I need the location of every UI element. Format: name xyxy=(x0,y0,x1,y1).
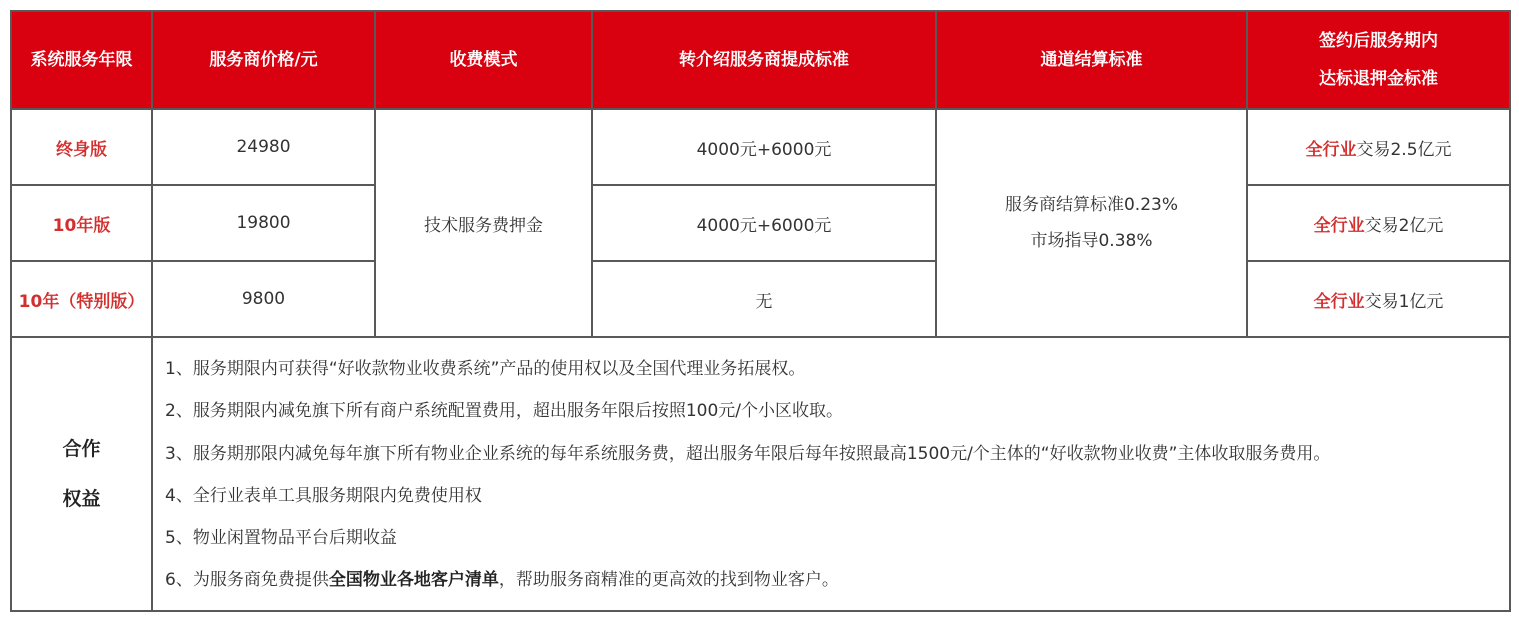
rights-item-1: 1、服务期限内可获得“好收款物业收费系统”产品的使用权以及全国代理业务拓展权。 xyxy=(165,359,806,379)
fee-mode-cell: 技术服务费押金 xyxy=(375,109,592,337)
version-cell: 终身版 xyxy=(11,109,152,185)
refund-cell xyxy=(1247,109,1510,185)
rights-item-6-prefix: 6、为服务商免费提供 xyxy=(165,570,329,591)
table-row xyxy=(11,185,1510,261)
table-header-row xyxy=(11,11,1510,109)
settlement-line-2: 市场指导0.38% xyxy=(1030,231,1153,251)
header-deposit-refund xyxy=(1247,11,1510,109)
version-cell: 10年版 xyxy=(11,185,152,261)
commission-cell: 4000元+6000元 xyxy=(592,109,936,185)
service-pricing-table xyxy=(10,10,1511,612)
rights-list xyxy=(152,337,1510,611)
table-row xyxy=(11,109,1510,185)
refund-text: 交易2亿元 xyxy=(1364,215,1444,236)
price-cell: 19800 xyxy=(152,185,375,261)
header-deposit-refund-line2: 达标退押金标准 xyxy=(1319,69,1438,89)
header-channel-settlement: 通道结算标准 xyxy=(936,11,1247,109)
rights-item-3: 3、服务期那限内减免每年旗下所有物业企业系统的每年系统服务费，超出服务年限后每年按照最高1500元/个主体的“好收款物业收费”主体收取服务费用。 xyxy=(165,443,1331,464)
refund-highlight: 全行业 xyxy=(1305,139,1357,160)
rights-title-line2: 权益 xyxy=(62,488,101,510)
header-fee-mode: 收费模式 xyxy=(375,11,592,109)
commission-cell: 无 xyxy=(592,261,936,337)
rights-row xyxy=(11,337,1510,611)
commission-cell: 4000元+6000元 xyxy=(592,185,936,261)
price-cell: 24980 xyxy=(152,109,375,185)
rights-item-2: 2、服务期限内减免旗下所有商户系统配置费用，超出服务年限后按照100元/个小区收取。 xyxy=(165,401,843,422)
header-referral-commission: 转介绍服务商提成标准 xyxy=(592,11,936,109)
version-cell: 10年（特别版） xyxy=(11,261,152,337)
rights-title-line1: 合作 xyxy=(62,438,101,460)
settlement-cell xyxy=(936,109,1247,337)
refund-cell xyxy=(1247,185,1510,261)
refund-cell xyxy=(1247,261,1510,337)
rights-item-6 xyxy=(165,559,1509,601)
refund-text: 交易1亿元 xyxy=(1364,291,1444,312)
refund-highlight: 全行业 xyxy=(1313,215,1365,236)
rights-item-5: 5、物业闲置物品平台后期收益 xyxy=(165,528,397,549)
refund-text: 交易2.5亿元 xyxy=(1356,139,1452,160)
header-price: 服务商价格/元 xyxy=(152,11,375,109)
rights-item-6-suffix: ，帮助服务商精准的更高效的找到物业客户。 xyxy=(498,570,839,591)
price-cell: 9800 xyxy=(152,261,375,337)
rights-item-4: 4、全行业表单工具服务期限内免费使用权 xyxy=(165,485,482,506)
refund-highlight: 全行业 xyxy=(1313,291,1365,312)
header-service-years: 系统服务年限 xyxy=(11,11,152,109)
rights-title xyxy=(11,337,152,611)
header-deposit-refund-line1: 签约后服务期内 xyxy=(1319,31,1438,51)
table-row xyxy=(11,261,1510,337)
rights-item-6-bold: 全国物业各地客户清单 xyxy=(328,570,499,591)
settlement-line-1: 服务商结算标准0.23% xyxy=(1004,195,1178,215)
